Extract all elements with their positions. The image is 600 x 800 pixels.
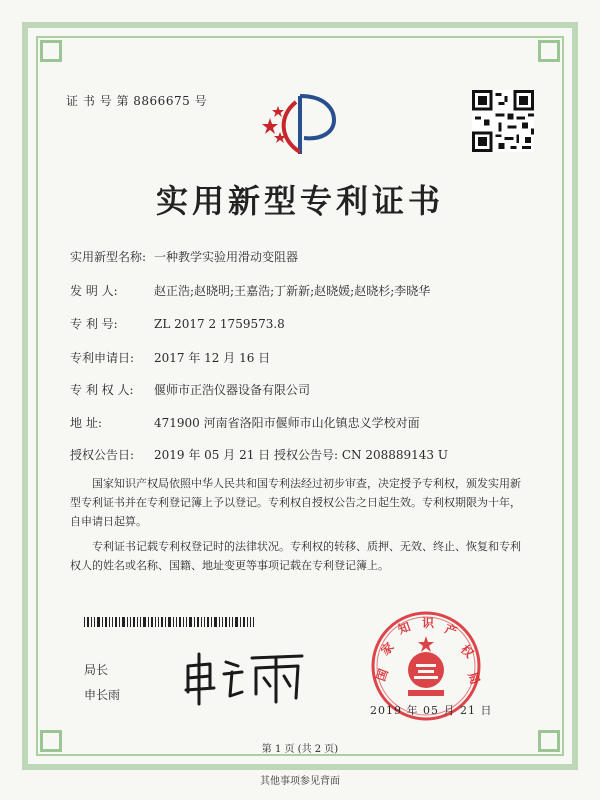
field-row-patent-number [70,315,285,332]
field-label: 授权公告日: [70,448,135,462]
field-label: 专利申请日: [70,351,135,365]
svg-text:局: 局 [465,670,482,687]
svg-text:国: 国 [373,666,391,684]
field-value: 偃师市正浩仪器设备有限公司 [154,383,311,397]
svg-text:权: 权 [457,642,477,661]
certificate-number-label: 证 书 号 第 [66,94,129,108]
field-label: 专 利 权 人: [70,383,134,397]
svg-text:识: 识 [422,616,435,630]
svg-text:知: 知 [396,619,413,637]
director-name: 申长雨 [84,688,121,702]
certificate-title: 实用新型专利证书 [155,182,444,220]
field-row-filing-date [70,349,270,366]
field-value: 一种教学实验用滑动变阻器 [154,250,299,264]
field-value: ZL 2017 2 1759573.8 [154,317,285,331]
field-value: 471900 河南省洛阳市偃师市山化镇忠义学校对面 [154,416,420,430]
field-label: 实用新型名称: [70,250,147,264]
field-row-name [70,248,298,265]
seal-date: 2019 年 05 月 21 日 [370,704,493,717]
certificate-number-value: 8866675 [133,94,191,108]
footnote: 其他事项参见背面 [260,776,340,787]
svg-text:产: 产 [442,621,460,639]
field-value: 赵正浩;赵晓明;王嘉浩;丁新新;赵晓媛;赵晓杉;李晓华 [154,284,431,298]
qr-code [472,90,534,152]
legal-status-paragraph: 专利证书记载专利权登记时的法律状况。专利权的转移、质押、无效、终止、恢复和专利权人的姓名或名称、国籍、地址变更等事项记载在专利登记簿上。 [70,540,521,572]
grant-statement-paragraph: 国家知识产权局依照中华人民共和国专利法经过初步审查，决定授予专利权，颁发实用新型专利证书并在专利登记簿上予以登记。专利权自授权公告之日起生效。专利权期限为十年，自申请日起算。 [70,477,521,528]
field-row-inventors [70,282,430,299]
corner-ornament [40,40,62,62]
director-title: 局长 [84,663,109,677]
patent-office-logo [256,88,344,160]
field-label: 发 明 人: [70,284,118,298]
field-row-patentee [70,381,310,398]
field-label: 地 址: [70,416,102,430]
barcode [84,617,254,627]
field-row-grant-date [70,446,448,463]
certificate-number [66,92,207,109]
field-value: 2019 年 05 月 21 日 授权公告号: CN 208889143 U [154,448,448,462]
director-signature [180,648,310,708]
corner-ornament [538,40,560,62]
field-label: 专 利 号: [70,317,118,331]
field-row-address [70,414,420,431]
certificate-number-suffix: 号 [194,94,208,108]
page-number: 第 1 页 (共 2 页) [261,744,339,755]
field-value: 2017 年 12 月 16 日 [154,351,271,365]
svg-text:家: 家 [378,639,397,659]
